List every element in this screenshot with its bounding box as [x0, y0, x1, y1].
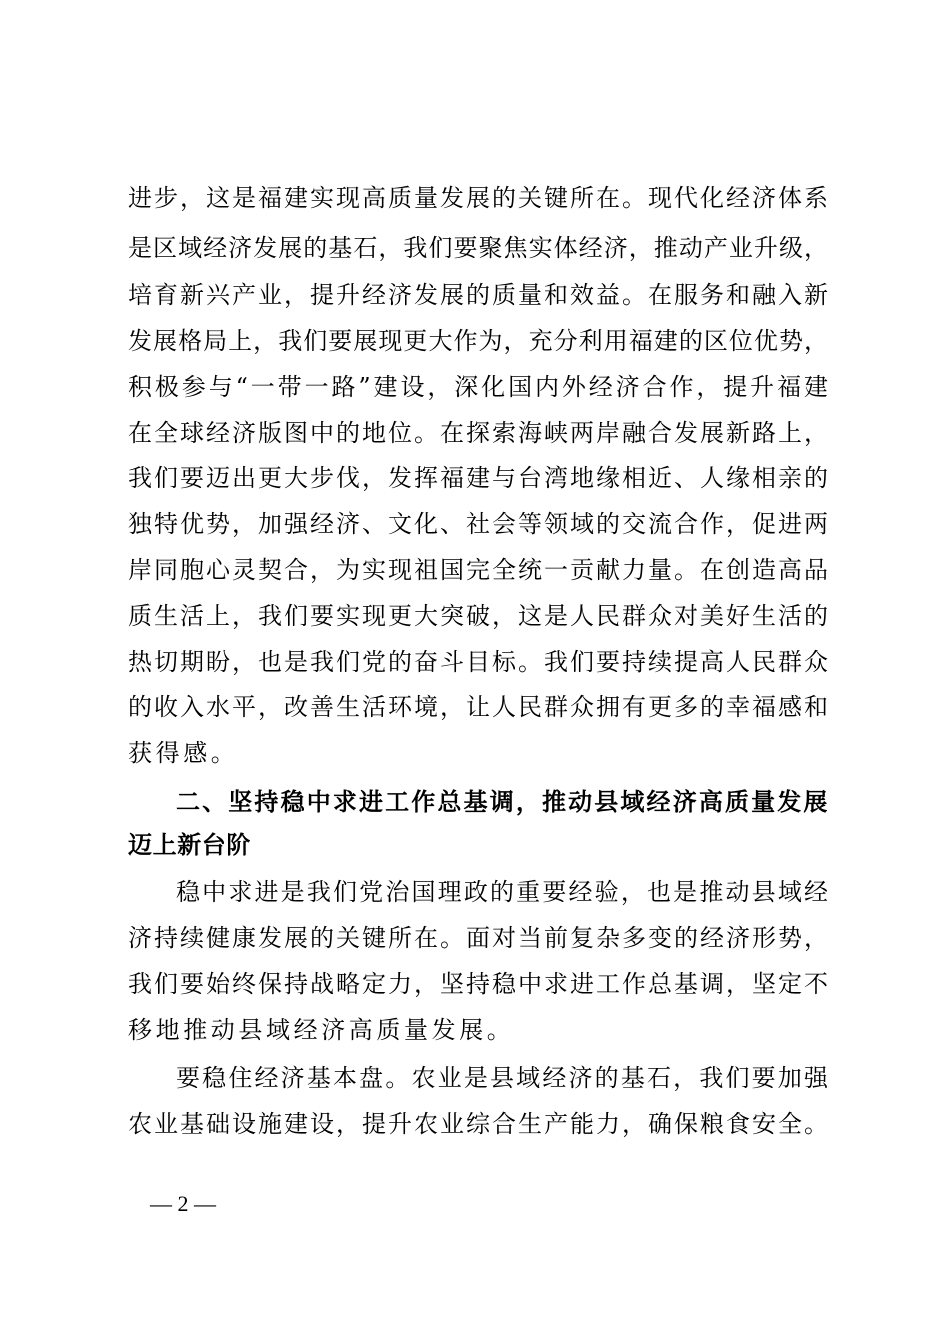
paragraph-line: 进步，这是福建实现高质量发展的关键所在。现代化经济体系	[128, 184, 828, 212]
heading-line: 迈上新台阶	[128, 831, 251, 859]
paragraph-line: 发展格局上，我们要展现更大作为，充分利用福建的区位优势，	[128, 327, 828, 355]
paragraph-line: 稳中求进是我们党治国理政的重要经验，也是推动县域经	[176, 878, 828, 906]
paragraph-line: 移地推动县域经济高质量发展。	[128, 1016, 515, 1044]
page-number: — 2 —	[150, 1191, 216, 1216]
paragraph-line: 岸同胞心灵契合，为实现祖国完全统一贡献力量。在创造高品	[128, 556, 828, 584]
heading-line: 二、坚持稳中求进工作总基调，推动县域经济高质量发展	[176, 788, 828, 816]
paragraph-line: 是区域经济发展的基石，我们要聚焦实体经济，推动产业升级，	[128, 234, 828, 262]
paragraph-line: 获得感。	[128, 739, 239, 767]
paragraph-line: 要稳住经济基本盘。农业是县域经济的基石，我们要加强	[176, 1064, 828, 1092]
paragraph-line: 质生活上，我们要实现更大突破，这是人民群众对美好生活的	[128, 602, 828, 630]
paragraph-line: 农业基础设施建设，提升农业综合生产能力，确保粮食安全。	[128, 1110, 828, 1138]
paragraph-line: 积极参与“一带一路”建设，深化国内外经济合作，提升福建	[128, 373, 828, 401]
paragraph-line: 热切期盼，也是我们党的奋斗目标。我们要持续提高人民群众	[128, 648, 828, 676]
paragraph-line: 我们要始终保持战略定力，坚持稳中求进工作总基调，坚定不	[128, 970, 828, 998]
paragraph-line: 培育新兴产业，提升经济发展的质量和效益。在服务和融入新	[128, 281, 828, 309]
paragraph-line: 的收入水平，改善生活环境，让人民群众拥有更多的幸福感和	[128, 693, 828, 721]
paragraph-line: 独特优势，加强经济、文化、社会等领域的交流合作，促进两	[128, 510, 828, 538]
paragraph-line: 我们要迈出更大步伐，发挥福建与台湾地缘相近、人缘相亲的	[128, 464, 828, 492]
paragraph-line: 济持续健康发展的关键所在。面对当前复杂多变的经济形势，	[128, 924, 828, 952]
paragraph-line: 在全球经济版图中的地位。在探索海峡两岸融合发展新路上，	[128, 419, 828, 447]
